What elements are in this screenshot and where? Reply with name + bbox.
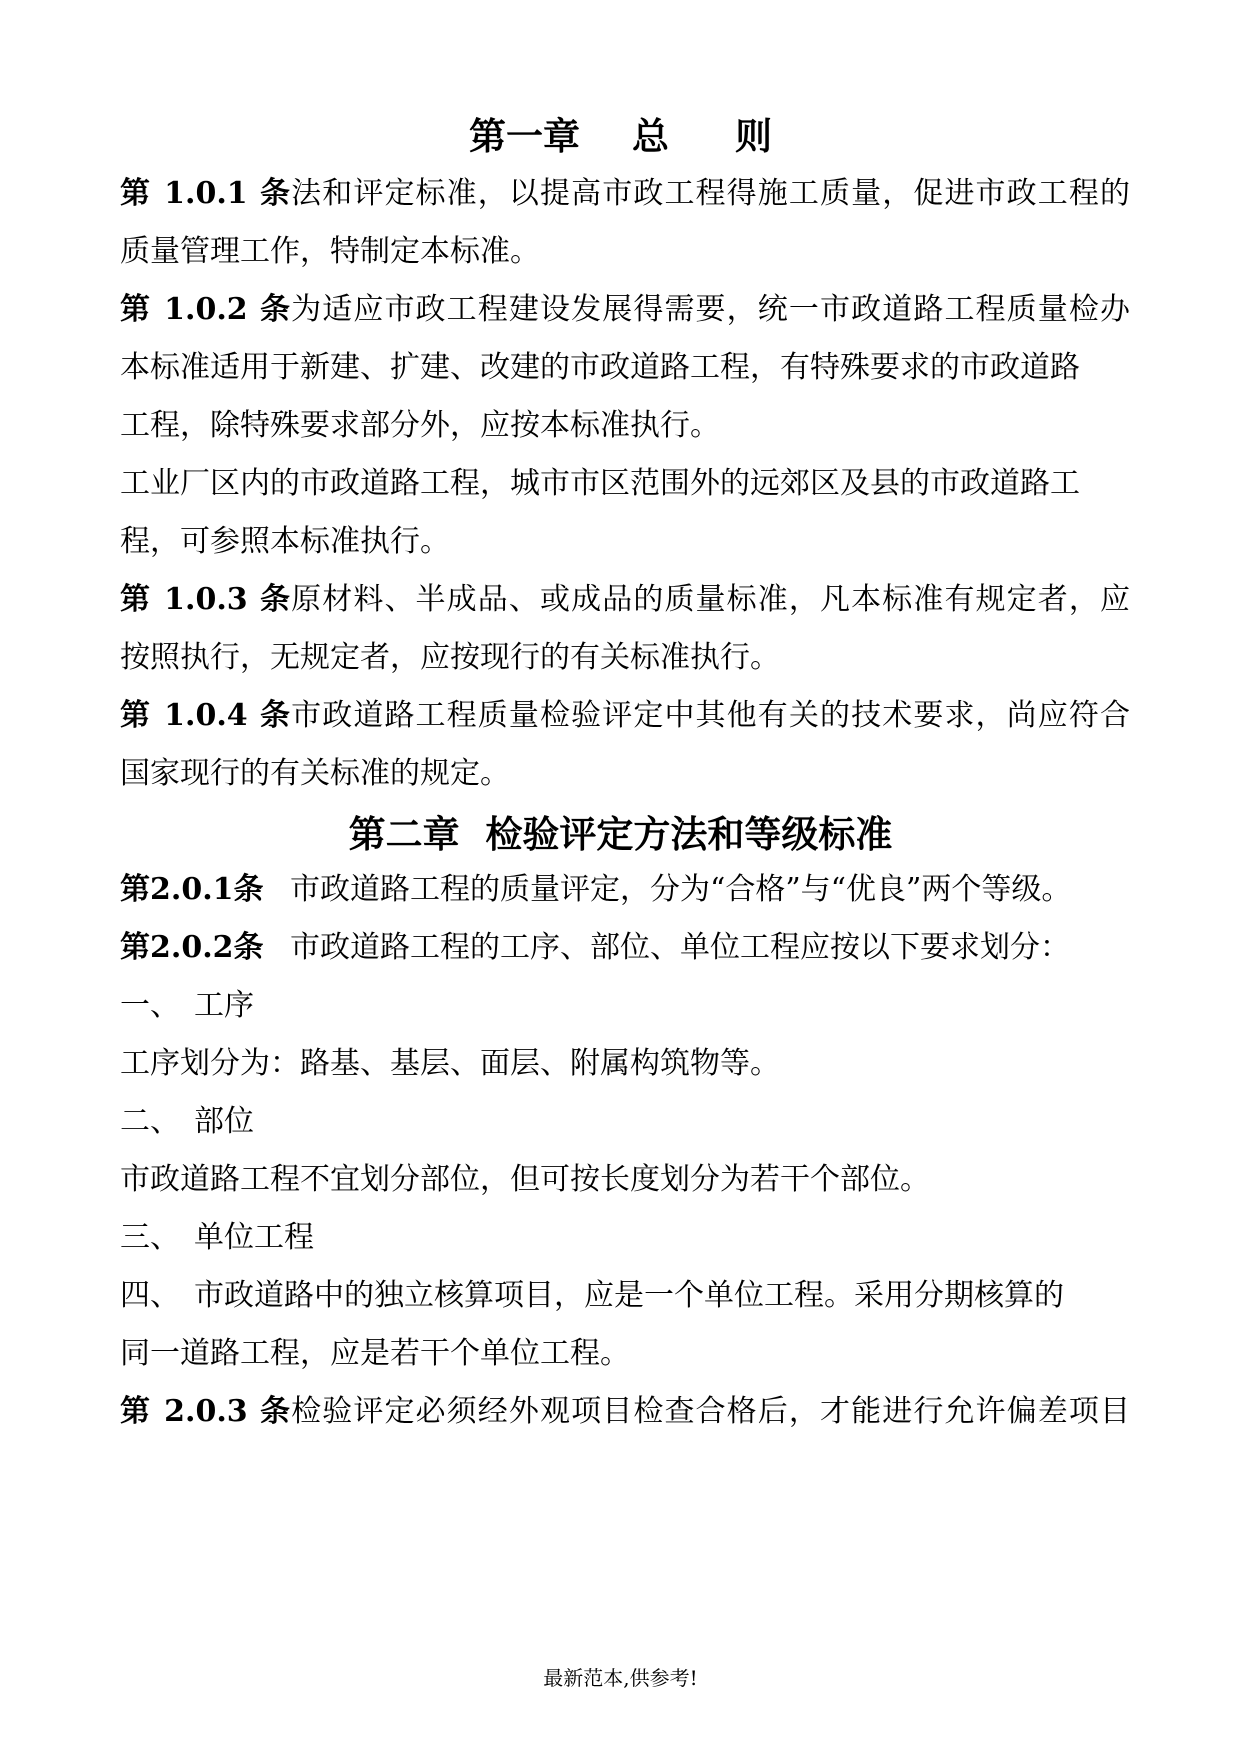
article-1-0-4-line-1 — [120, 698, 1130, 734]
chapter-2-title: 第二章 检验评定方法和等级标准 — [348, 812, 893, 856]
article-2-0-2-line-1 — [120, 930, 1130, 966]
section-1-heading — [120, 988, 1130, 1024]
enum-label: 三、 — [120, 1220, 180, 1255]
section-4-body: 同一道路工程，应是若干个单位工程。 — [120, 1336, 630, 1371]
section-text: 市政道路中的独立核算项目，应是一个单位工程。采用分期核算的 — [194, 1278, 1064, 1313]
article-text: 原材料、半成品、或成品的质量标准，凡本标准有规定者，应 — [290, 582, 1130, 617]
article-1-0-2-line-1 — [120, 292, 1130, 328]
article-1-0-2-line-2: 本标准适用于新建、扩建、改建的市政道路工程，有特殊要求的市政道路 — [120, 350, 1080, 385]
article-text: 法和评定标准，以提高市政工程得施工质量，促进市政工程的 — [290, 176, 1130, 211]
section-4-heading — [120, 1278, 1130, 1314]
enum-label: 四、 — [120, 1278, 180, 1313]
section-2-body: 市政道路工程不宜划分部位，但可按长度划分为若干个部位。 — [120, 1162, 930, 1197]
article-label: 第 2.0.3 条 — [120, 1394, 290, 1429]
article-1-0-2-line-4: 工业厂区内的市政道路工程，城市市区范围外的远郊区及县的市政道路工 — [120, 466, 1080, 501]
article-1-0-1-line-2: 质量管理工作，特制定本标准。 — [120, 234, 540, 269]
section-text: 工序 — [194, 988, 254, 1023]
article-text: 市政道路工程的质量评定，分为“合格”与“优良”两个等级。 — [290, 872, 1072, 907]
article-text: 检验评定必须经外观项目检查合格后，才能进行允许偏差项目 — [290, 1394, 1130, 1429]
section-text: 部位 — [194, 1104, 254, 1139]
article-label: 第 1.0.1 条 — [120, 176, 290, 211]
section-3-heading — [120, 1220, 1130, 1256]
article-1-0-2-line-5: 程，可参照本标准执行。 — [120, 524, 450, 559]
section-text: 单位工程 — [194, 1220, 314, 1255]
article-text: 市政道路工程的工序、部位、单位工程应按以下要求划分： — [290, 930, 1070, 965]
article-text: 市政道路工程质量检验评定中其他有关的技术要求，尚应符合 — [290, 698, 1130, 733]
article-1-0-2-line-3: 工程，除特殊要求部分外，应按本标准执行。 — [120, 408, 720, 443]
article-label: 第 1.0.4 条 — [120, 698, 290, 733]
article-2-0-1-line-1 — [120, 872, 1130, 908]
chapter-1-title-word-2: 则 — [735, 114, 772, 158]
enum-label: 二、 — [120, 1104, 180, 1139]
enum-label: 一、 — [120, 988, 180, 1023]
article-1-0-4-line-2: 国家现行的有关标准的规定。 — [120, 756, 510, 791]
article-1-0-3-line-2: 按照执行，无规定者，应按现行的有关标准执行。 — [120, 640, 780, 675]
section-1-body: 工序划分为：路基、基层、面层、附属构筑物等。 — [120, 1046, 780, 1081]
section-2-heading — [120, 1104, 1130, 1140]
article-label: 第2.0.1条 — [120, 872, 264, 907]
chapter-1-title — [0, 114, 1241, 158]
chapter-1-title-word-1: 总 — [632, 114, 669, 158]
article-1-0-1-line-1 — [120, 176, 1130, 212]
article-label: 第2.0.2条 — [120, 930, 264, 965]
article-label: 第 1.0.2 条 — [120, 292, 290, 327]
article-label: 第 1.0.3 条 — [120, 582, 290, 617]
chapter-1-number: 第一章 — [469, 114, 580, 158]
article-1-0-3-line-1 — [120, 582, 1130, 618]
article-2-0-3-line-1 — [120, 1394, 1130, 1430]
page-footer: 最新范本,供参考! — [543, 1666, 698, 1690]
article-text: 为适应市政工程建设发展得需要，统一市政道路工程质量检办 — [290, 292, 1130, 327]
